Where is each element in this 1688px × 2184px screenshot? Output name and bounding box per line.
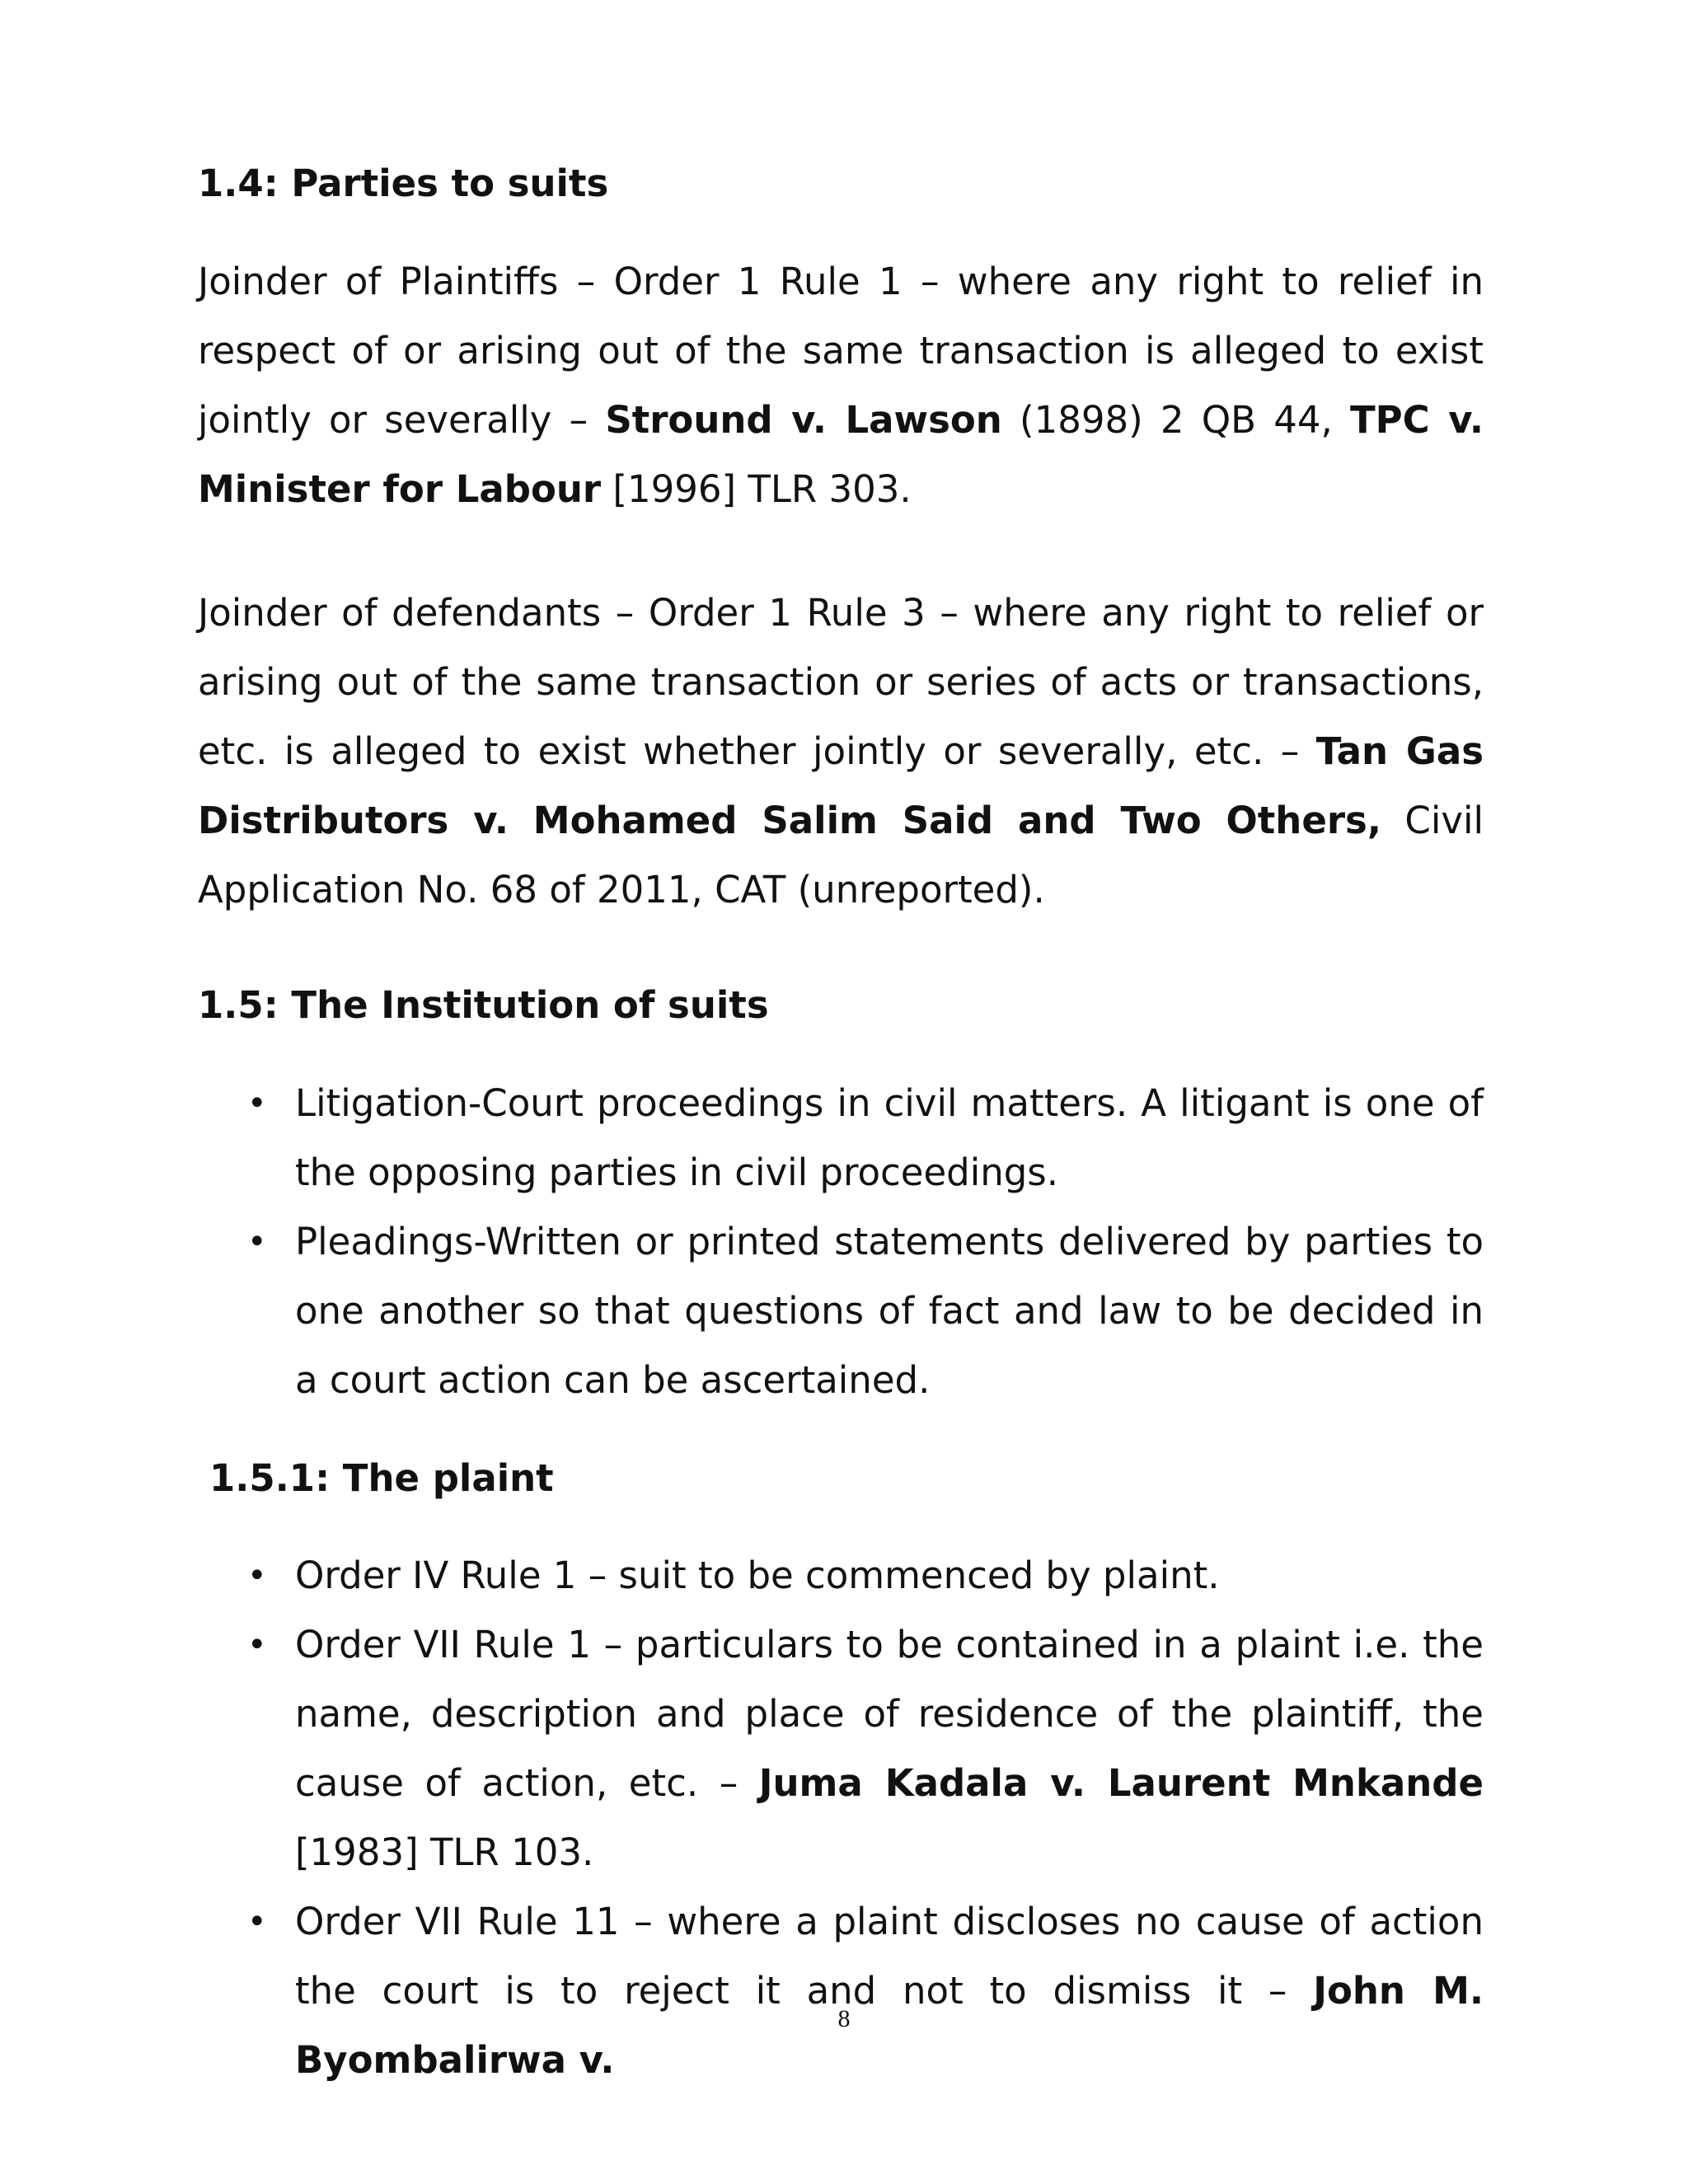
paragraph-joinder-of-defendants — [198, 579, 1484, 925]
paragraph-text: Civil Application No. 68 of 2011, CAT (unreported). — [198, 799, 1484, 912]
bullet-text: Order IV Rule 1 – suit to be commenced by plaint. — [295, 1554, 1220, 1597]
list-item — [198, 1541, 1484, 1610]
section-heading-1-5: 1.5: The Institution of suits — [198, 983, 769, 1027]
page-number: 8 — [837, 2005, 851, 2032]
case-citation: TPC v. Minister for Labour — [198, 398, 1484, 511]
institution-bullet-list — [198, 1069, 1484, 1415]
paragraph-text: (1898) 2 QB 44, — [1001, 398, 1350, 442]
case-citation: Stround v. Lawson — [605, 398, 1002, 442]
bullet-icon: • — [247, 1085, 267, 1122]
case-citation: Juma Kadala v. Laurent Mnkande — [758, 1761, 1484, 1805]
section-heading-1-4: 1.4: Parties to suits — [198, 162, 609, 205]
bullet-icon: • — [247, 1903, 267, 1941]
bullet-icon: • — [247, 1223, 267, 1261]
paragraph-joinder-of-plaintiffs — [198, 247, 1484, 524]
bullet-icon: • — [247, 1557, 267, 1595]
paragraph-text: [1996] TLR 303. — [601, 467, 912, 511]
bullet-text: Pleadings-Written or printed statements delivered by parties to one another so that questions of fact and law to be decided in a court action can be ascertained. — [295, 1220, 1484, 1402]
case-citation: John M. Byombalirwa v. — [295, 1969, 1484, 2082]
case-citation: Tan Gas Distributors v. Mohamed Salim Said and Two Others, — [198, 729, 1484, 842]
document-page — [198, 0, 1484, 2184]
section-heading-1-5-1: 1.5.1: The plaint — [209, 1456, 554, 1500]
bullet-text: Litigation-Court proceedings in civil matters. A litigant is one of the opposing parties in civil proceedings. — [295, 1081, 1484, 1194]
bullet-text — [295, 1900, 1484, 2082]
bullet-text — [295, 1623, 1484, 1874]
paragraph-text: Order VII Rule 11 – where a plaint discloses no cause of action the court is to reject it and not to dismiss it – — [295, 1900, 1484, 2013]
paragraph-text: Joinder of Plaintiffs – Order 1 Rule 1 – where any right to relief in respect of or arising out of the same transaction is alleged to exist jointly or severally – — [198, 260, 1484, 442]
list-item — [198, 1207, 1484, 1415]
list-item — [198, 1610, 1484, 1887]
list-item — [198, 1069, 1484, 1207]
bullet-icon: • — [247, 1626, 267, 1664]
paragraph-text: Order VII Rule 1 – particulars to be contained in a plaint i.e. the name, description and place of residence of the plaintiff, the cause of action, etc. – — [295, 1623, 1484, 1805]
paragraph-text: Joinder of defendants – Order 1 Rule 3 – where any right to relief or arising out of the same transaction or series of acts or transactions, etc. is alleged to exist whether jointly or severally, etc. – — [198, 591, 1484, 773]
paragraph-text: [1983] TLR 103. — [295, 1830, 594, 1874]
list-item — [198, 1887, 1484, 2095]
